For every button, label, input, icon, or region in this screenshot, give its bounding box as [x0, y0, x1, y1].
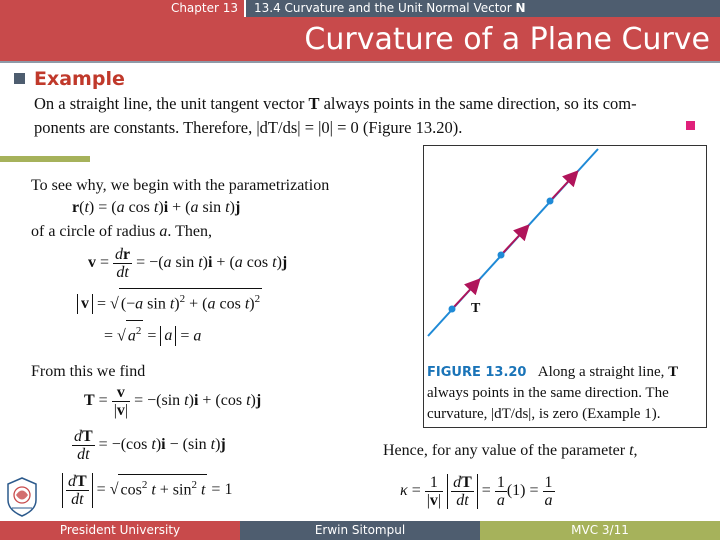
- line1-a: On a straight line, the unit tangent vector: [34, 94, 309, 113]
- hence-end: ,: [633, 442, 638, 459]
- eq-speed: v = √ (−a sin t)$^2$ + (a cos t)$^2$: [77, 288, 262, 314]
- figure-label: FIGURE 13.20: [427, 365, 527, 380]
- figure-caption: [427, 362, 705, 425]
- straight-line-plot: [424, 146, 708, 366]
- line2-b: |dT/ds| = |0| = 0: [256, 118, 359, 137]
- eq-position: r(t) = (a cos t)i + (a sin t)j: [72, 199, 241, 216]
- point-1: [449, 306, 456, 313]
- vector-label: T: [471, 301, 481, 316]
- footer-page: MVC 3/11: [480, 521, 720, 540]
- tangent-arrow-3: [550, 173, 576, 201]
- example-line-1: [34, 93, 637, 115]
- eq-dtdt: $\frac{dT}{dt}$ = −(cos t)i − (sin t)j: [74, 428, 226, 463]
- section-text: 13.4 Curvature and the Unit Normal Vector: [254, 1, 516, 15]
- eq-tangent: T = $\frac{v}{|v|}$ = −(sin t)i + (cos t)j: [84, 384, 262, 419]
- footer: [0, 521, 720, 540]
- point-2: [498, 252, 505, 259]
- line2-a: ponents are constants. Therefore,: [34, 118, 257, 137]
- footer-author: Erwin Sitompul: [240, 521, 480, 540]
- circle-a: of a circle of radius: [31, 223, 160, 240]
- point-3: [547, 198, 554, 205]
- circle-text: [31, 222, 212, 242]
- university-logo: [4, 476, 40, 518]
- tangent-arrow-2: [501, 227, 527, 255]
- circle-var: a: [159, 223, 168, 240]
- example-heading: Example: [34, 68, 125, 90]
- line1-c: always points in the same direction, so its com-: [319, 94, 637, 113]
- find-text: From this we find: [31, 363, 146, 380]
- qed-square-icon: [686, 121, 695, 130]
- figure-13-20: [423, 145, 707, 428]
- eq-curvature: κ = $\frac{1}{|v|}$ $\frac{dT}{dt}$ = $\frac{1}{a}$ (1) = $\frac{1}{a}$: [400, 474, 553, 509]
- title-divider: [0, 61, 720, 63]
- chapter-label: Chapter 13: [0, 0, 244, 17]
- derivation-intro: To see why, we begin with the parametrization: [31, 177, 330, 194]
- bullet-square-icon: [14, 73, 25, 84]
- eq-velocity: v = $\frac{dr}{dt}$ = −(a sin t)i + (a cos t)j: [88, 246, 288, 281]
- hence-var: t: [629, 442, 634, 459]
- eq-dtdt-mag: $\frac{dT}{dt}$ = √ $\cos^2 t + \sin^2 t = 1$: [62, 473, 232, 508]
- circle-end: . Then,: [167, 223, 212, 240]
- slide-title: Curvature of a Plane Curve: [304, 22, 710, 57]
- hence-text: [383, 441, 638, 461]
- caption-b: T: [668, 364, 679, 380]
- accent-rule: [0, 156, 90, 162]
- hence-a: Hence, for any value of the parameter: [383, 442, 630, 459]
- line1-b: T: [308, 94, 320, 113]
- caption-d: |dT/ds|: [491, 406, 532, 422]
- caption-a: Along a straight line,: [537, 364, 669, 380]
- section-label: [246, 0, 720, 17]
- line2-c: (Figure 13.20).: [358, 118, 463, 137]
- eq-speed-2: = √ $a^2 = a = a$: [104, 320, 201, 346]
- section-bold: N: [515, 1, 526, 15]
- footer-university: President University: [0, 521, 240, 540]
- caption-c: always points in the same direction. The curvature,: [427, 385, 669, 422]
- example-line-2: [34, 117, 462, 139]
- caption-e: , is zero (Example 1).: [531, 406, 661, 422]
